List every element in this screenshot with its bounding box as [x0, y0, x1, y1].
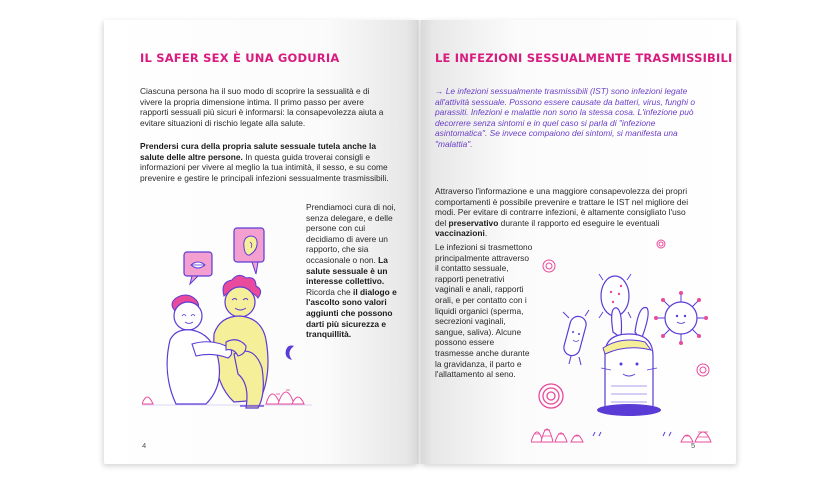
left-para-3-bold1: La salute sessuale è un interesse collettivo.: [306, 254, 388, 287]
left-page-heading: IL SAFER SEX È UNA GODURIA: [140, 51, 340, 65]
right-para-2-b: durante il rapporto ed eseguire le eventuali: [498, 217, 660, 228]
right-para-2-c: .: [484, 228, 488, 239]
target-rings: [539, 384, 563, 408]
left-page: [104, 20, 419, 464]
right-para-3: Le infezioni si trasmettono principalmente attraverso il contatto sessuale, rapporti penetrativi vaginali e anali, rapporti orali, e per contatto con i liquidi organici (sperma, secrezioni vaginali, sangue, saliva). Alcune possono essere trasmesse anche durante la gravidanza, il parto e l'allattamento al seno.: [435, 242, 533, 380]
left-para-3-b: Ricorda che: [306, 286, 354, 297]
left-para-3-a: Prendiamoci cura di noi, senza delegare, e delle persone con cui decidiamo di avere un rapporto, che sia occasionale o non.: [306, 202, 396, 265]
striped-mounds: [531, 429, 711, 442]
bacteria-icon: [562, 310, 589, 365]
left-para-1: Ciascuna persona ha il suo modo di scoprire la sessualità e di vivere la propria dimensione intima. Il primo passo per avere rapporti sessuali più sicuri è informarsi: la consapevolezza aiuta a evitare situazioni di rischio legate alla salute.: [140, 86, 384, 128]
pink-hills: [142, 390, 304, 404]
right-para-2-bold2: vaccinazioni: [435, 228, 485, 239]
embracing-figures-illustration: [142, 224, 322, 424]
left-para-2: [140, 141, 392, 183]
virus-icon: [654, 291, 708, 345]
left-page-number: 4: [142, 441, 147, 450]
right-page: [421, 20, 736, 464]
microbes-rabbit-illustration: [531, 236, 721, 446]
left-para-2-rest: In questa guida troverai consigli e informazioni per vivere al meglio la tua intimità, il sesso, e su come prevenire e gestire le principali infezioni sessualmente trasmissibili.: [140, 151, 389, 183]
rabbit-icon: [597, 308, 661, 417]
right-para-2-bold1: preservativo: [448, 217, 499, 228]
open-booklet: [104, 16, 736, 468]
ear-icon: [234, 228, 264, 274]
lips-icon: [184, 252, 212, 284]
right-para-2: [435, 186, 697, 239]
right-para-2-a: Attraverso l'informazione e una maggiore consapevolezza dei propri comportamenti è possibile prevenire e trattare le IST nel migliore dei modi. Per evitare di contrarre infezioni, è altamente consigliato l'uso del: [435, 186, 689, 228]
moon-icon: [286, 346, 294, 361]
left-para-2-bold: Prendersi cura della propria salute sessuale tutela anche la salute delle altre persone.: [140, 141, 376, 162]
right-page-number: 5: [691, 441, 696, 450]
left-para-3-bold2: il dialogo e l'ascolto sono valori aggiunti che possono darti più sicurezza e tranquillità.: [306, 286, 397, 340]
right-page-heading: LE INFEZIONI SESSUALMENTE TRASMISSIBILI: [435, 51, 733, 65]
right-intro-italic: → Le infezioni sessualmente trasmissibili (IST) sono infezioni legate all'attività sessuale. Possono essere causate da batteri, virus, funghi o parassiti. Infezioni e malattie non sono la stessa cosa. L'infezione può decorrere senza sintomi e in quel caso si parla di "infezione asintomatica". Se invece compaiono dei sintomi, si manifesta una "malattia".: [435, 86, 695, 149]
